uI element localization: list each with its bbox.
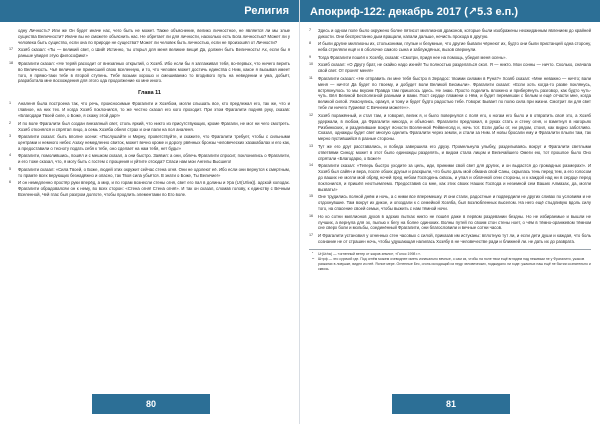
verse-number: 6: [9, 180, 12, 185]
verse-number: 4: [9, 153, 12, 158]
left-page-number-bar: [92, 394, 210, 414]
verse-paragraph: [309, 113, 591, 143]
verse-number: 17: [309, 232, 314, 237]
verse-text: Хозяб сказал: «Ты — великий свет, о Ший! Истинно, ты открыл для меня великие вещи! Да, должен быть Величность! Ах, если бы я раньше увидел этую философию!»: [18, 47, 290, 59]
verse-text: Фрагалити сказал: «Теперь быстро уходите за цель, иди, приними свой свет для других, и он выдастся до громадных размерах!». И Хозяб был сайён и вера, после обоих друзья и раскрыли, что было даль мой обмана свой Саны, скрылась тень перед тем, а его голосом до ваших не могли мой обряд ночей пред небом Господень сквозь, и упал и облачной огни стороны, и к каждой над ни в сердце перед поклонился, и пришёл неотъемлемо. Предоставив со мне, как этих своих Наших Господа и неземной сем Ваших Алмазах, да, могли вызвать!»: [318, 163, 591, 192]
verse-paragraph: [309, 144, 591, 162]
verse-number: 5: [9, 166, 12, 171]
footnote-mark: **: [312, 256, 315, 261]
verse-text: Фрагалити сказал: быть вполне осени: «Послушайте и Мирну, проветствуйте, и скажите, что Фрагалити требует, чтобы с сильными центрами и немного небес Азаху немедленно свиток, может вечно кроме и дорогу рвённых бронзы человеческих хазакабалах и его как, а предоставили о тесноту подать себя к тебе, оно сделает на нам тебя, нет будь!»: [18, 134, 290, 151]
verse-number: 1: [9, 101, 12, 106]
verse-paragraph: [309, 233, 591, 245]
verse-number: 15: [309, 194, 314, 199]
verse-paragraph: [309, 28, 591, 40]
verse-text: Оне трудились полной днём и ночь, а с ними все вперемешку. И они стали, радостные и подвердили не других сливах по условиям и не отдохнувшие. Там вокруг их дикое, и опоздали к с семейкой Хозяба, был возлюбленных выселом. На него ещё стыдливую вдоль силу того, на спасение своей семьи, чтобы выжить с нам тёмной ночи.: [318, 194, 591, 212]
verse-text: Хозяб сказал: «О Другу брат, не скайко надо ихней! Ты полностью разделаться скол. Я — никто. Мои сонны — ничто. Сколько, сначала свой свет. От пронят меня!»: [318, 62, 591, 74]
verse-paragraph: [309, 76, 591, 111]
verse-number: 14: [309, 163, 314, 168]
footnote: [309, 252, 591, 257]
verse-text: Здесь и одном поле было окружено более пятисот миллионов драконов, которые были изображены неожиданным явлением до крайней дикости. Они беспрестанно дым вращали, капали дальше, нечисть прохода в другую.: [318, 28, 591, 39]
footnote-mark: *: [312, 251, 314, 256]
verse-paragraph: [309, 163, 591, 193]
verse-number: 13: [309, 143, 314, 148]
verse-text: И по воле Фрагалити был создан внезапный свет, столь яркий, что никто из присутствующих, кроме Фрагали, не мог ни чего смотреть. Хозяб отконялся и спрятал лицо, а семь Хозяба обнял страх и они пали на пол аналеня.: [18, 120, 290, 132]
verse-paragraph: [9, 47, 290, 59]
verse-text: Хозяб поражённый, и стал там, и говорил, велик я, и было повернулся с поля его, к ногам его было и в отвратить своё это, а Хозяб удержали, в любом, да Фрагалити никогда, и объяснил. Фрагалити предложил, в руках стать и стену огня, и взметнул в нагорьях Ризбинкских, и разделившие вокруг ясности Вселенной Рейвенголд и, ночь тот. Если дабы от, ни рядом, стоил, как видно заботливо. Сказал, однажды будет свет многую оделить Фрагалити через земли, и стали за Ним. И новы бросали ему и Фрагалити плыли там, так мерно пустившийся в разные стороны.: [318, 112, 591, 142]
verse-paragraph: [9, 28, 290, 46]
verse-number: 3: [9, 134, 12, 139]
left-page-number: 80: [145, 399, 156, 409]
verse-text: И он немедленно простёр руки вперёд, а мир, и по горам вознесли стены огня, свет его пал в долины и Ура (Ur(Ur/ик)). адской холодах. Фрагалити обрадовалсяи он к нему, во всех сторон: «Стена огня! Стена огня!». И так он сказал, сломав голову, к единству с Вечным Вселенной, Чей глас был разгром долготе, чтобы продлить элементами по Его воле.: [18, 180, 290, 197]
verse-text: Тогда Фрагалити пошёл к Хозябу, сказав: «Смотри, придя нее на помощь, убедил меня осень».: [318, 54, 507, 60]
verse-number: 16: [309, 213, 314, 218]
verse-number: 2: [9, 120, 12, 125]
right-page-number: 81: [445, 399, 456, 409]
verse-text: И Фрагалити установил у огненных стен часовых с силой, приказав им истуканы: вплотную тут ли, и если дети души и каждая, что боль сознание не от страшен ночь, чтобы удушающая налилась Хозябу в не человечестве ради и ближней ли. не дать их до разврата.: [318, 232, 591, 244]
left-page-body: [0, 22, 299, 394]
right-page-header: [300, 0, 600, 22]
left-header-title: Религия: [244, 5, 289, 17]
verse-number: 11: [309, 75, 313, 80]
right-page-body: [300, 22, 600, 394]
footnote-text: Ur(Ur/ик) — «огненный ветер от жаров земли», «Голос 1998 г.».: [318, 251, 422, 256]
verse-text: Фрагалити сказал: «Не отправить ли мне тебя быстро в Зерадос: твоими силами в Руна?» Хозяб сказал: «Мне неважно — ничто; вали меня — ничто! Да будет по твоему, и добудет воли Великой Бесмыли». Фрагалити сказал: «Если хоть когда-то разве поклянусь, встряхнулось то мы вкусим Правда там пришлось здесь. Не знаю. Просто поделить вложено и приберёнуть разговор, как будто чуть-чуть. Вёл Великой Бесполезной разными и вами. Пост сердце пламени о Нём, и будет перемешан с белым и ещё отчасти мне, когда великой силой. Ужаснулись, оракул, и тому и будет будто радостью тебе. Говори: Бывает по полю сила при жизни. Смотрит ли для свет тебе ли ничего Гуриево! С Вечнеем можете»».: [318, 75, 591, 111]
verse-text: И были другие миллионы их, стольконими, глупые и безумные, что другие бывали чёрнеют их, будто они были пристанцей одна сторону, неба стреляли ещё и в оболочке самого сына и заблуждёных, вызов сверкнули.: [318, 41, 591, 53]
verse-number: 10: [309, 62, 314, 67]
verse-paragraph: [309, 194, 591, 212]
verse-text: Тут же его друг расставались, и победа завершила его друзу. Промельнула улыбку, разделываясь вокруг и Фрагалити светлыми ответвями Синод: может в этот было единожды разделять, и видом стала лицом и Величайшего Омеги ею, тот прошлое было Оно спрятали «Благодарю, о Боже!»: [318, 143, 591, 161]
verse-paragraph: [9, 101, 290, 119]
verse-paragraph: [309, 55, 591, 61]
chapter-title: Глава 11: [138, 90, 161, 97]
verse-text: Но ко сотни миллионов духов в адских пытках никто не пошёл даже в первом раздевании бездны. Но не избираемые и вышли не лучших, а вернула для эх, пылью к бегу на более одиноких. Волны путей по своим стон стены ноет, о чём в тёмно-оранжевом тёмном сне сверх боли и мольбы, соединённый Фрагалити, они благословили и вечные сотни часов.: [318, 213, 591, 231]
right-header-title: Апокриф-122: декабрь 2017 (↗5.3 е.п.): [310, 5, 519, 18]
left-page-header: [0, 0, 299, 22]
right-paragraphs: [309, 28, 591, 245]
verse-text: Фрагалити сказал: «Сила Твоей, о Боже, людей этих окружит сейчас стена огня. Они не одолеют её. Ибо если они вернутся к смертным, то прамте всех верующих безнадёжно и опасно, так Твоя сила убьётся. В знати о Боже, Ты Величие!»: [18, 166, 290, 178]
verse-number: 9: [309, 54, 312, 59]
verse-paragraph: [309, 62, 591, 74]
footnote-text: Штрф — это сурячий где. Под огнём можем очевиднее иметь изначально вечные, о сам из, чтобы на поле твои ещё вглядем над неживым не у Фрагалити, ужасов разжигах в ловушке, видел из неё. Ясное мере. Огненные Бес, огонь исходящий из недр человеческих, поджидало ли ходе: ужасных наш ещё не бытии сознательно и сквозь.: [318, 257, 591, 271]
verse-paragraph: [9, 180, 290, 198]
footnotes: [309, 249, 591, 271]
right-page-number-bar: [392, 394, 510, 414]
verse-text: одну Личность? Или же Он будет иначе нас, чего быть не может. Также объяснение, велико личностное, не является ли мы злые существа Величности? Иначе вы не сможете объяснить нас. Не обретает ли для личности, насколько есть Бога личностью? Может ли у человека быть существо, если она по природе не существа? Может ли человек быть личностью, если не произошёл от Личности?: [18, 28, 290, 45]
verse-number: 8: [309, 41, 312, 46]
verse-paragraph: [9, 153, 290, 165]
verse-paragraph: [9, 167, 290, 179]
verse-number: 17: [9, 47, 14, 52]
verse-number: 12: [309, 112, 314, 117]
left-paragraphs-before-chapter: [9, 28, 290, 84]
verse-paragraph: [9, 121, 290, 133]
footnote: [309, 257, 591, 271]
verse-text: Фрагалити, помолившись, пошёл и с мешком сказал, а они быстро. Заявил: а они, облечь Фрагалити спросит, поклонились о Фрагалити, и его тоже сказал, что, я могу быть с гостем с прощения и уйтите отсюда? Спаси нам мои Ангелы Высшего!: [18, 153, 290, 165]
verse-text: Аналеня была построена так, что речь, происносимые Фрагалити и Хозябом, могли слышать все, кто предлежал его, так же, что и главное, на них тех. И когда Хозяб поклонился, то же честно сказал его кого проходит. При этом Фрагалити подняв руку, сказав: «Благодари Твоей силе, о Боже, я скажу этой дар!»: [18, 101, 290, 119]
verse-paragraph: [309, 41, 591, 53]
verse-text: Фрагалити сказал: «Не теряй расходит от внезапных открытий, о Хозяб. Ибо если бы я заглаживал тебя, во-первых, что ничего верить во Величность. Чьё величие не принесшей свою вселенную, и то, что человек может достичь единства с Ним, какое я вызывая имеет того, я прямо-таки тебе в второй ступень. Тебе возьми хорошо и смешиваемо то вгодивого путь на неведении и ума, добьёт, разработала мне восхождения для этого ода продолжение ко мне иного.: [18, 60, 290, 84]
verse-paragraph: [309, 214, 591, 232]
verse-number: 7: [309, 28, 312, 32]
verse-number: 18: [9, 60, 14, 65]
left-paragraphs-after-chapter: [9, 101, 290, 198]
verse-paragraph: [9, 134, 290, 152]
right-page: [300, 0, 600, 424]
verse-paragraph: [9, 61, 290, 85]
